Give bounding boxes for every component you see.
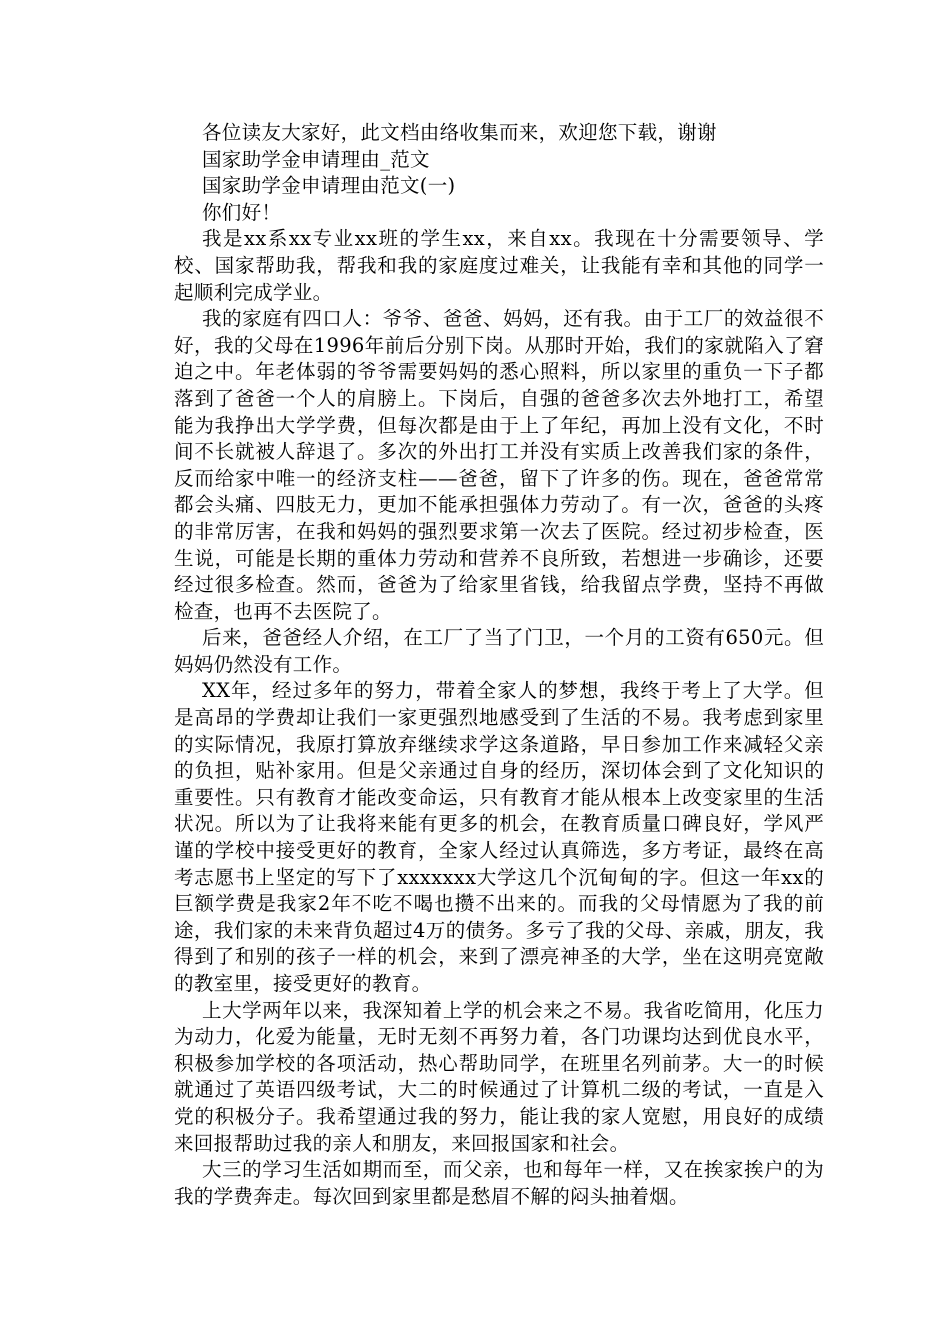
paragraph: XX年，经过多年的努力，带着全家人的梦想，我终于考上了大学。但是高昂的学费却让我们一家更强烈地感受到了生活的不易。我考虑到家里的实际情况，我原打算放弃继续求学这条道路，早日参加工作来减轻父亲的负担，贴补家用。但是父亲通过自身的经历，深切体会到了文化知识的重要性。只有教育才能改变命运，只有教育才能从根本上改变家里的生活状况。所以为了让我将来能有更多的机会，在教育质量口碑良好，学风严谨的学校中接受更好的教育，全家人经过认真筛选，多方考证，最终在高考志愿书上坚定的写下了xxxxxxx大学这几个沉甸甸的字。但这一年xx的巨额学费是我家2年不吃不喝也攒不出来的。而我的父母情愿为了我的前途，我们家的未来背负超过4万的债务。多亏了我的父母、亲戚，朋友，我得到了和别的孩子一样的机会，来到了漂亮神圣的大学，坐在这明亮宽敞的教室里，接受更好的教育。 bbox=[174, 679, 824, 995]
salutation: 你们好！ bbox=[202, 200, 282, 224]
paragraph: 大三的学习生活如期而至，而父亲，也和每年一样，又在挨家挨户的为我的学费奔走。每次回到家里都是愁眉不解的闷头抽着烟。 bbox=[174, 1158, 824, 1208]
header-line-notice: 各位读友大家好，此文档由络收集而来，欢迎您下载，谢谢 bbox=[202, 121, 717, 144]
paragraph: 我的家庭有四口人：爷爷、爸爸、妈妈，还有我。由于工厂的效益很不好，我的父母在1996年前后分别下岗。从那时开始，我们的家就陷入了窘迫之中。年老体弱的爷爷需要妈妈的悉心照料，所以家里的重负一下子都落到了爸爸一个人的肩膀上。下岗后，自强的爸爸多次去外地打工，希望能为我挣出大学学费，但每次都是由于上了年纪，再加上没有文化，不时间不长就被人辞退了。多次的外出打工并没有实质上改善我们家的条件，反而给家中唯一的经济支柱——爸爸，留下了许多的伤。现在，爸爸常常都会头痛、四肢无力，更加不能承担强体力劳动了。有一次，爸爸的头疼的非常厉害，在我和妈妈的强烈要求第一次去了医院。经过初步检查，医生说，可能是长期的重体力劳动和营养不良所致，若想进一步确诊，还要经过很多检查。然而，爸爸为了给家里省钱，给我留点学费，坚持不再做检查，也再不去医院了。 bbox=[174, 307, 824, 623]
document-title: 国家助学金申请理由_范文 bbox=[202, 147, 430, 171]
paragraph: 我是xx系xx专业xx班的学生xx，来自xx。我现在十分需要领导、学校、国家帮助我，帮我和我的家庭度过难关，让我能有幸和其他的同学一起顺利完成学业。 bbox=[174, 227, 824, 304]
paragraph: 后来，爸爸经人介绍，在工厂了当了门卫，一个月的工资有650元。但妈妈仍然没有工作。 bbox=[174, 626, 824, 676]
document-body bbox=[174, 120, 824, 1210]
paragraph: 上大学两年以来，我深知着上学的机会来之不易。我省吃简用，化压力为动力，化爱为能量，无时无刻不再努力着，各门功课均达到优良水平，积极参加学校的各项活动，热心帮助同学，在班里名列前茅。大一的时候就通过了英语四级考试，大二的时候通过了计算机二级的考试，一直是入党的积极分子。我希望通过我的努力，能让我的家人宽慰，用良好的成绩来回报帮助过我的亲人和朋友，来回报国家和社会。 bbox=[174, 998, 824, 1155]
document-subtitle: 国家助学金申请理由范文(一) bbox=[202, 174, 456, 198]
